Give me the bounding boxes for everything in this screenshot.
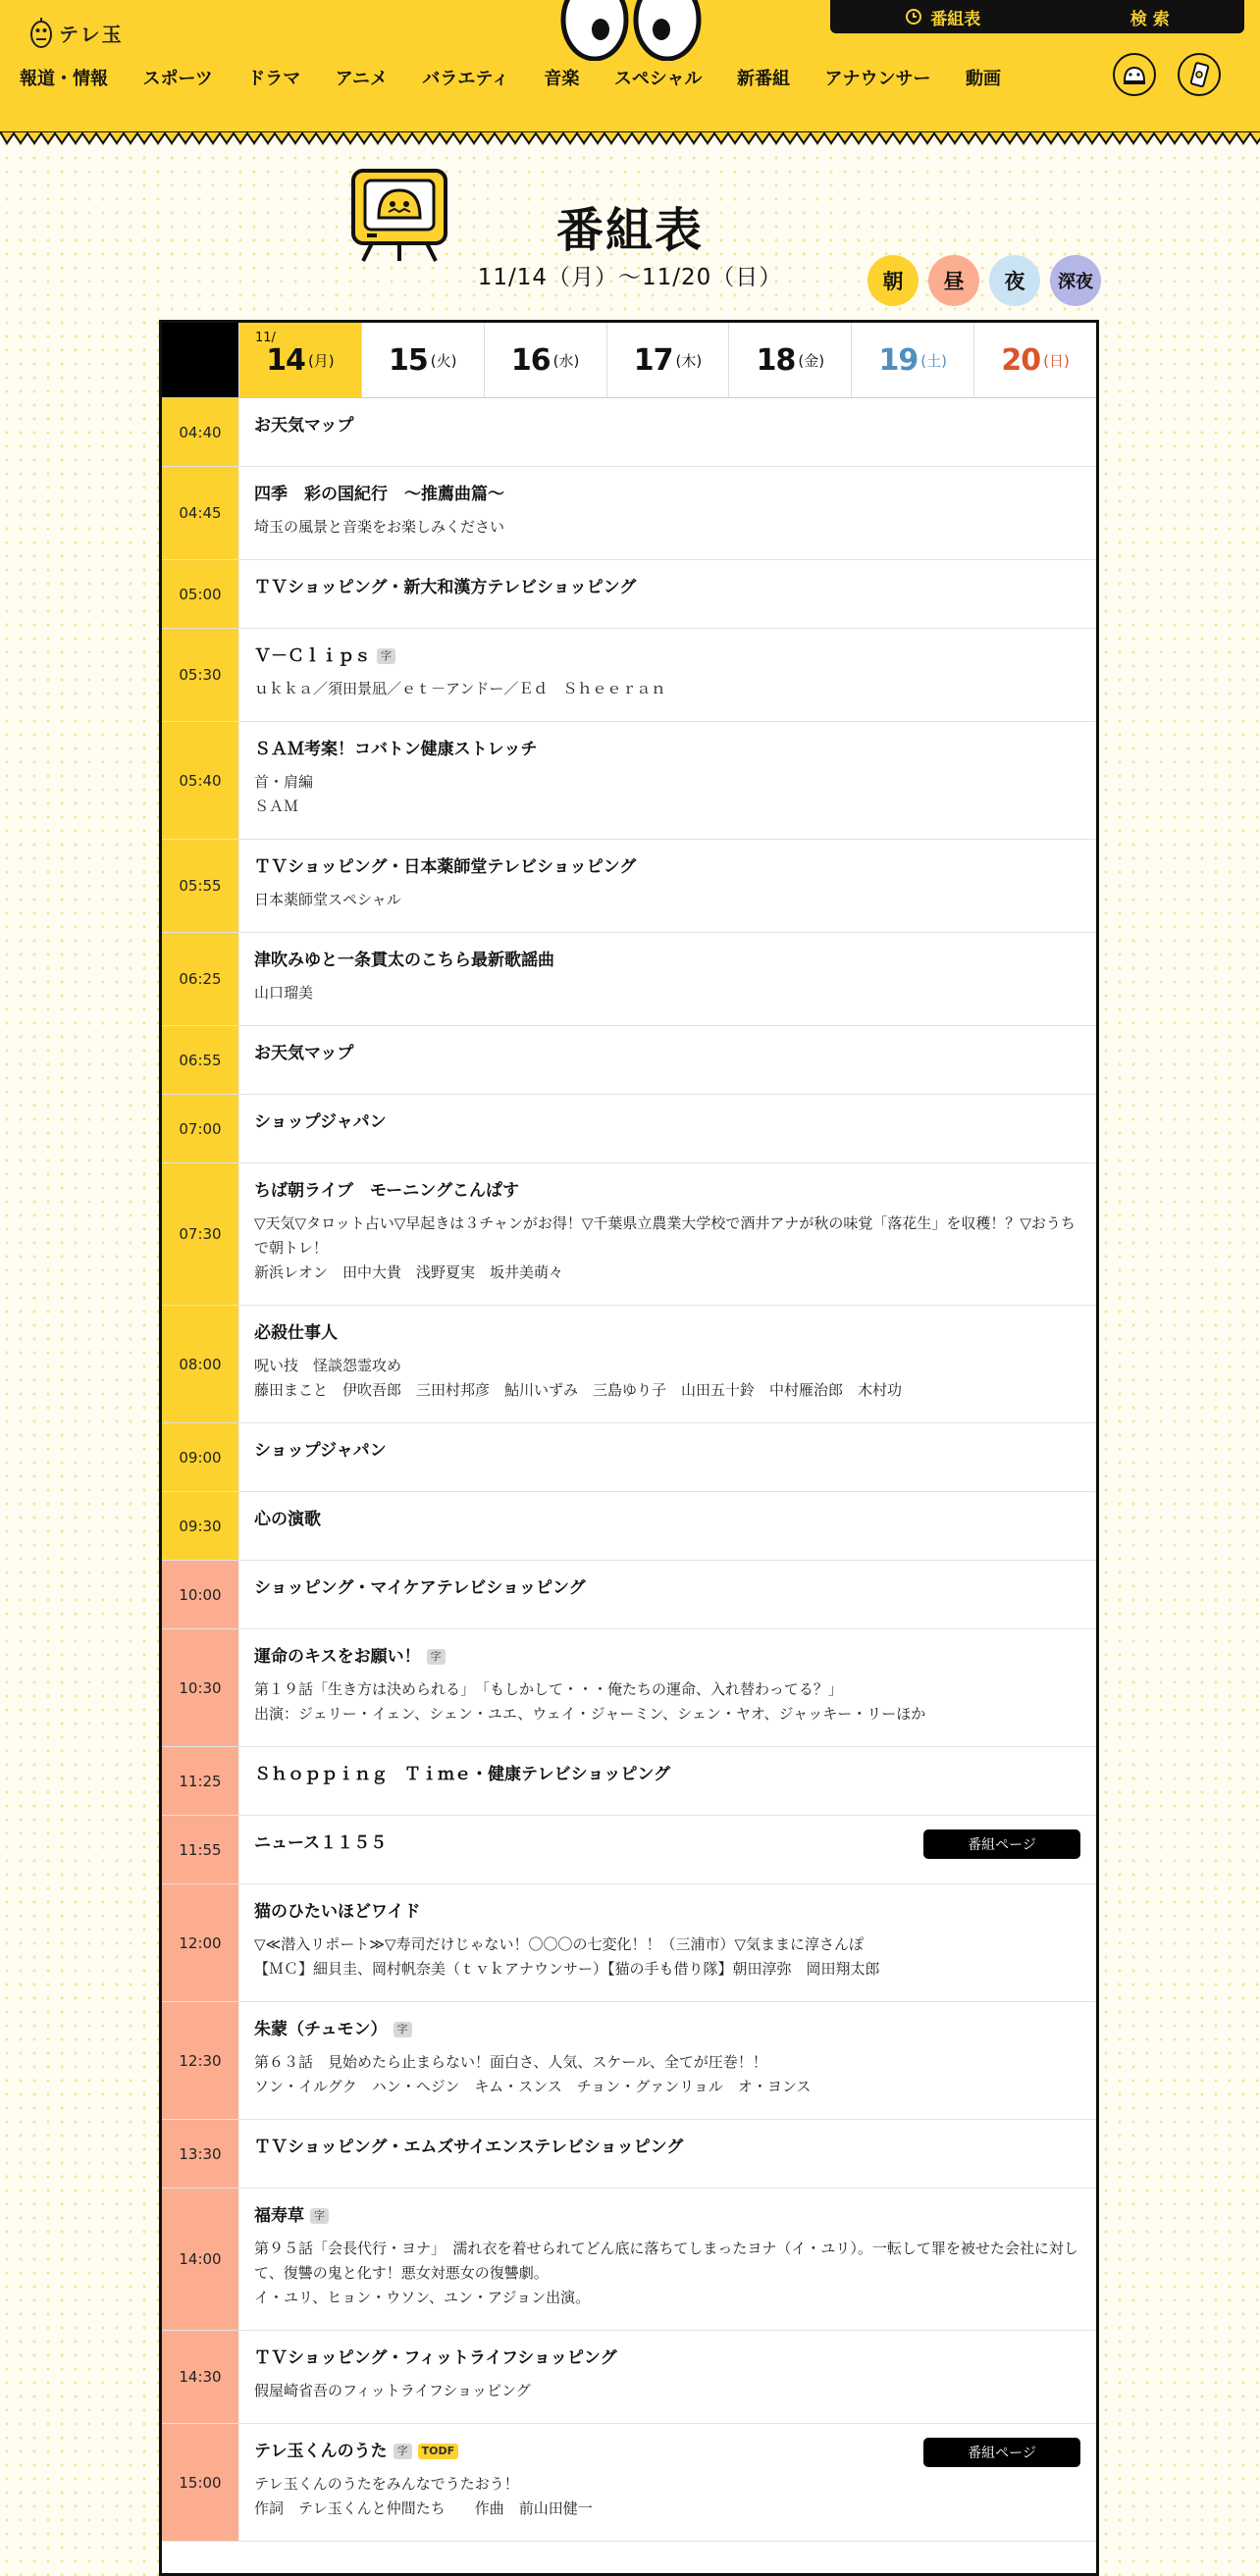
program-time: 09:00 [162, 1423, 239, 1491]
program-page-button[interactable]: 番組ページ [923, 2438, 1080, 2467]
day-tab-date: 15 [389, 342, 428, 378]
header-zigzag-edge [0, 131, 1260, 147]
subtitle-badge: 字 [310, 2208, 329, 2224]
program-info [239, 467, 1096, 559]
page-title: 番組表 [555, 203, 704, 258]
program-row[interactable] [162, 2424, 1096, 2542]
program-info [239, 1561, 1096, 1628]
program-time: 12:00 [162, 1884, 239, 2001]
nav-item-music[interactable]: 音楽 [544, 69, 580, 89]
program-title[interactable]: 福寿草 [254, 2206, 304, 2226]
program-info [239, 1306, 1096, 1422]
program-time: 04:40 [162, 398, 239, 466]
program-title[interactable]: 津吹みゆと一条貫太のこちら最新歌謡曲 [254, 951, 554, 970]
day-tab-month: 11/ [255, 331, 276, 345]
program-title-line [254, 1508, 1080, 1532]
program-title[interactable]: ＴＶショッピング・エムズサイエンステレビショッピング [254, 2138, 684, 2157]
program-title[interactable]: ショッピング・マイケアテレビショッピング [254, 1578, 586, 1598]
program-title-line [254, 855, 1080, 880]
program-title-line [254, 1900, 1080, 1925]
program-row[interactable] [162, 1163, 1096, 1306]
day-tab-17[interactable] [606, 323, 729, 397]
program-description: 埼玉の風景と音楽をお楽しみください [254, 517, 505, 536]
day-tab-date: 16 [510, 342, 551, 378]
program-title-line [254, 738, 1080, 762]
program-time: 11:55 [162, 1816, 239, 1883]
program-time: 06:25 [162, 933, 239, 1025]
program-time: 10:00 [162, 1561, 239, 1628]
app-phone-icon[interactable] [1178, 53, 1221, 96]
program-title-line [254, 1645, 1080, 1670]
program-title[interactable]: ちば朝ライブ モーニングこんぱす [254, 1181, 519, 1201]
program-description: ｕｋｋａ／須田景凪／ｅｔ－アンドー／Ｅｄ Ｓｈｅｅｒａｎ [254, 679, 666, 697]
program-row[interactable] [162, 2331, 1096, 2424]
program-title[interactable]: ショップジャパン [254, 1441, 387, 1461]
site-header [0, 0, 1260, 135]
schedule-link-label: 番組表 [930, 9, 981, 29]
nav-item-drama[interactable]: ドラマ [247, 69, 301, 89]
day-tab-18[interactable] [728, 323, 851, 397]
program-title-line [254, 576, 1080, 600]
subtitle-badge: 字 [394, 2022, 412, 2037]
program-row[interactable] [162, 2120, 1096, 2189]
program-time: 07:00 [162, 1095, 239, 1162]
program-description: ▽天気▽タロット占い▽早起きは３チャンがお得！▽千葉県立農業大学校で酒井アナが秋の味覚「落花生」を収穫！？▽おうちで朝トレ！ 新浜レオン 田中大貴 浅野夏実 坂井美萌々 [254, 1213, 1076, 1281]
program-info [239, 2331, 1096, 2423]
program-row[interactable] [162, 398, 1096, 467]
program-time: 14:30 [162, 2331, 239, 2423]
day-tab-weekday: (土) [920, 351, 947, 370]
program-time: 11:25 [162, 1747, 239, 1815]
program-description: 第９５話「会長代行・ヨナ」 濡れ衣を着せられてどん底に落ちてしまったヨナ（イ・ユリ）。一転して罪を被せた会社に対して、復讐の鬼と化す！悪女対悪女の復讐劇。 イ・ユリ、ヒョン・ウソン、ユン・アジョン出演。 [254, 2239, 1078, 2306]
program-row[interactable] [162, 1884, 1096, 2002]
program-info [239, 1492, 1096, 1560]
program-title[interactable]: 朱蒙（チュモン） [254, 2020, 388, 2039]
program-row[interactable] [162, 1561, 1096, 1629]
program-info [239, 2424, 1096, 2541]
program-title[interactable]: 四季 彩の国紀行 ～推薦曲篇～ [254, 485, 504, 504]
program-description: 呪い技 怪談怨霊攻め 藤田まこと 伊吹吾郎 三田村邦彦 鮎川いずみ 三島ゆり子 山田五十鈴 中村雁治郎 木村功 [254, 1356, 903, 1399]
program-time: 05:00 [162, 560, 239, 628]
program-title[interactable]: 心の演歌 [254, 1510, 321, 1529]
day-tab-weekday: (金) [798, 351, 825, 370]
top-utility-bar [830, 0, 1244, 33]
program-title-line [254, 1179, 1080, 1204]
nav-item-news[interactable]: 報道・情報 [20, 69, 108, 89]
program-title[interactable]: ＴＶショッピング・日本薬師堂テレビショッピング [254, 857, 637, 877]
time-button-noon[interactable]: 昼 [928, 255, 979, 306]
program-title[interactable]: Ｖ－Ｃｌｉｐｓ [254, 646, 371, 666]
program-info [239, 1816, 1096, 1883]
program-title[interactable]: テレ玉くんのうた [254, 2442, 388, 2461]
day-tab-date: 17 [633, 342, 673, 378]
program-title[interactable]: お天気マップ [254, 1044, 354, 1063]
program-description: 首・肩編 ＳＡＭ [254, 772, 314, 815]
nav-icon-group [1113, 53, 1221, 96]
program-info [239, 2002, 1096, 2119]
subtitle-badge: 字 [377, 648, 395, 664]
subtitle-badge: 字 [394, 2444, 412, 2459]
program-description: テレ玉くんのうたをみんなでうたおう！ 作詞 テレ玉くんと仲間たち 作曲 前山田健一 [254, 2474, 593, 2517]
program-row[interactable] [162, 840, 1096, 933]
program-time: 15:00 [162, 2424, 239, 2541]
day-tab-date: 14 [266, 342, 305, 378]
day-tab-20[interactable] [973, 323, 1096, 397]
program-row[interactable] [162, 629, 1096, 722]
clock-icon [905, 8, 922, 26]
day-tab-date: 20 [1001, 342, 1041, 378]
program-info [239, 840, 1096, 932]
program-title-line [254, 1321, 1080, 1346]
day-tabs-corner [162, 323, 238, 397]
day-tab-weekday: (木) [675, 351, 703, 370]
todf-badge: TODF [418, 2444, 459, 2459]
program-description: 日本薬師堂スペシャル [254, 890, 401, 908]
program-title[interactable]: お天気マップ [254, 416, 354, 436]
program-info [239, 1026, 1096, 1094]
program-info [239, 398, 1096, 466]
program-time: 14:00 [162, 2189, 239, 2330]
nav-item-new-programs[interactable]: 新番組 [736, 69, 790, 89]
program-description: 第１９話「生き方は決められる」 「もしかして・・・俺たちの運命、入れ替わってる？」 出演：ジェリー・イェン、シェン・ユエ、ウェイ・ジャーミン、シェン・ヤオ、ジャッキー・リーほか [254, 1679, 926, 1723]
nav-item-announcers[interactable]: アナウンサー [824, 69, 931, 89]
program-description: 第６３話 見始めたら止まらない！面白さ、人気、スケール、全てが圧巻！！ ソン・イルグク ハン・ヘジン キム・スンス チョン・グァンリョル オ・ヨンス [254, 2052, 812, 2095]
nav-item-videos[interactable]: 動画 [965, 69, 1001, 89]
program-row[interactable] [162, 722, 1096, 840]
day-tab-date: 18 [756, 342, 796, 378]
program-title-line [254, 1763, 1080, 1787]
program-info [239, 722, 1096, 839]
time-of-day-selector [867, 255, 1101, 306]
day-tab-14[interactable] [238, 323, 361, 397]
mascot-eyes-icon [557, 0, 705, 61]
program-title-line [254, 644, 1080, 669]
time-button-evening[interactable]: 夜 [989, 255, 1040, 306]
program-title-line [254, 1110, 1080, 1135]
day-tab-weekday: (月) [307, 351, 335, 370]
day-tab-weekday: (火) [430, 351, 457, 370]
program-time: 04:45 [162, 467, 239, 559]
day-tabs [162, 323, 1096, 398]
search-link-label: 検 索 [1129, 9, 1170, 29]
schedule-link[interactable] [905, 5, 980, 29]
program-time: 10:30 [162, 1629, 239, 1746]
program-title-line [254, 1576, 1080, 1601]
nav-item-anime[interactable]: アニメ [335, 69, 388, 89]
program-description: ▽≪潜入リポート≫▽寿司だけじゃない！〇〇〇の七変化！！（三浦市）▽気ままに淳さんぽ 【ＭＣ】細貝圭、岡村帆奈美（ｔｖｋアナウンサー）【猫の手も借り隊】朝田淳弥 岡田翔太郎 [254, 1934, 880, 1978]
program-row[interactable] [162, 1816, 1096, 1884]
time-button-late-night[interactable]: 深夜 [1050, 255, 1101, 306]
search-link[interactable] [1130, 5, 1170, 29]
day-tab-weekday: (日) [1043, 351, 1070, 370]
program-time: 05:55 [162, 840, 239, 932]
nav-item-variety[interactable]: バラエティ [422, 69, 509, 89]
program-title[interactable]: 運命のキスをお願い！ [254, 1647, 421, 1667]
program-row[interactable] [162, 1423, 1096, 1492]
nav-item-special[interactable]: スペシャル [613, 69, 703, 89]
program-title[interactable]: ＴＶショッピング・フィットライフショッピング [254, 2348, 617, 2368]
program-row[interactable] [162, 1095, 1096, 1163]
program-time: 06:55 [162, 1026, 239, 1094]
program-time: 05:40 [162, 722, 239, 839]
program-title[interactable]: ニュース１１５５ [254, 1833, 388, 1853]
radio-mascot-icon[interactable] [1113, 53, 1156, 96]
subtitle-badge: 字 [427, 1649, 446, 1665]
program-title[interactable]: ＳＡＭ考案！コバトン健康ストレッチ [254, 740, 538, 759]
time-button-morning[interactable]: 朝 [867, 255, 919, 306]
day-tab-weekday: (水) [552, 351, 580, 370]
site-logo[interactable] [29, 16, 124, 49]
program-row[interactable] [162, 933, 1096, 1026]
program-info [239, 629, 1096, 721]
program-description: 山口瑠美 [254, 983, 314, 1002]
program-time: 13:30 [162, 2120, 239, 2188]
program-title[interactable]: ＴＶショッピング・新大和漢方テレビショッピング [254, 578, 637, 597]
program-info [239, 933, 1096, 1025]
program-row[interactable] [162, 1629, 1096, 1747]
program-title-line [254, 2204, 1080, 2229]
program-title-line [254, 949, 1080, 973]
program-row[interactable] [162, 1306, 1096, 1423]
program-schedule [159, 320, 1099, 2576]
program-row[interactable] [162, 1747, 1096, 1816]
program-row[interactable] [162, 1492, 1096, 1561]
program-time: 07:30 [162, 1163, 239, 1305]
program-time: 12:30 [162, 2002, 239, 2119]
program-title-line [254, 2018, 1080, 2042]
program-title[interactable]: Ｓｈｏｐｐｉｎｇ Ｔｉｍｅ・健康テレビショッピング [254, 1765, 670, 1784]
logo-text: テレ玉 [59, 22, 124, 46]
program-page-button[interactable]: 番組ページ [923, 1829, 1080, 1859]
tv-mascot-icon [29, 16, 53, 49]
program-title-line [254, 1439, 1080, 1464]
program-info [239, 1095, 1096, 1162]
day-tab-15[interactable] [361, 323, 484, 397]
program-title-line [254, 414, 1080, 438]
program-info [239, 1163, 1096, 1305]
day-tab-16[interactable] [484, 323, 606, 397]
program-info [239, 2120, 1096, 2188]
program-title-line [254, 483, 1080, 507]
program-description: 假屋崎省吾のフィットライフショッピング [254, 2381, 531, 2399]
day-tab-date: 19 [878, 342, 919, 378]
date-range: 11/14（月）〜11/20（日） [477, 265, 783, 290]
program-time: 08:00 [162, 1306, 239, 1422]
program-row[interactable] [162, 2002, 1096, 2120]
program-row[interactable] [162, 2189, 1096, 2331]
program-time: 05:30 [162, 629, 239, 721]
program-row[interactable] [162, 560, 1096, 629]
day-tab-19[interactable] [851, 323, 973, 397]
program-title-line [254, 2136, 1080, 2160]
program-title-line [254, 2346, 1080, 2371]
program-info [239, 1884, 1096, 2001]
program-info [239, 1423, 1096, 1491]
nav-item-sports[interactable]: スポーツ [142, 69, 213, 89]
program-info [239, 560, 1096, 628]
main-nav [20, 63, 1001, 92]
program-info [239, 2189, 1096, 2330]
program-time: 09:30 [162, 1492, 239, 1560]
program-row[interactable] [162, 467, 1096, 560]
program-title-line [254, 1042, 1080, 1066]
program-title[interactable]: 必殺仕事人 [254, 1323, 338, 1343]
program-row[interactable] [162, 1026, 1096, 1095]
program-info [239, 1629, 1096, 1746]
program-title[interactable]: ショップジャパン [254, 1112, 387, 1132]
program-info [239, 1747, 1096, 1815]
program-title[interactable]: 猫のひたいほどワイド [254, 1902, 421, 1922]
program-list [162, 398, 1096, 2542]
